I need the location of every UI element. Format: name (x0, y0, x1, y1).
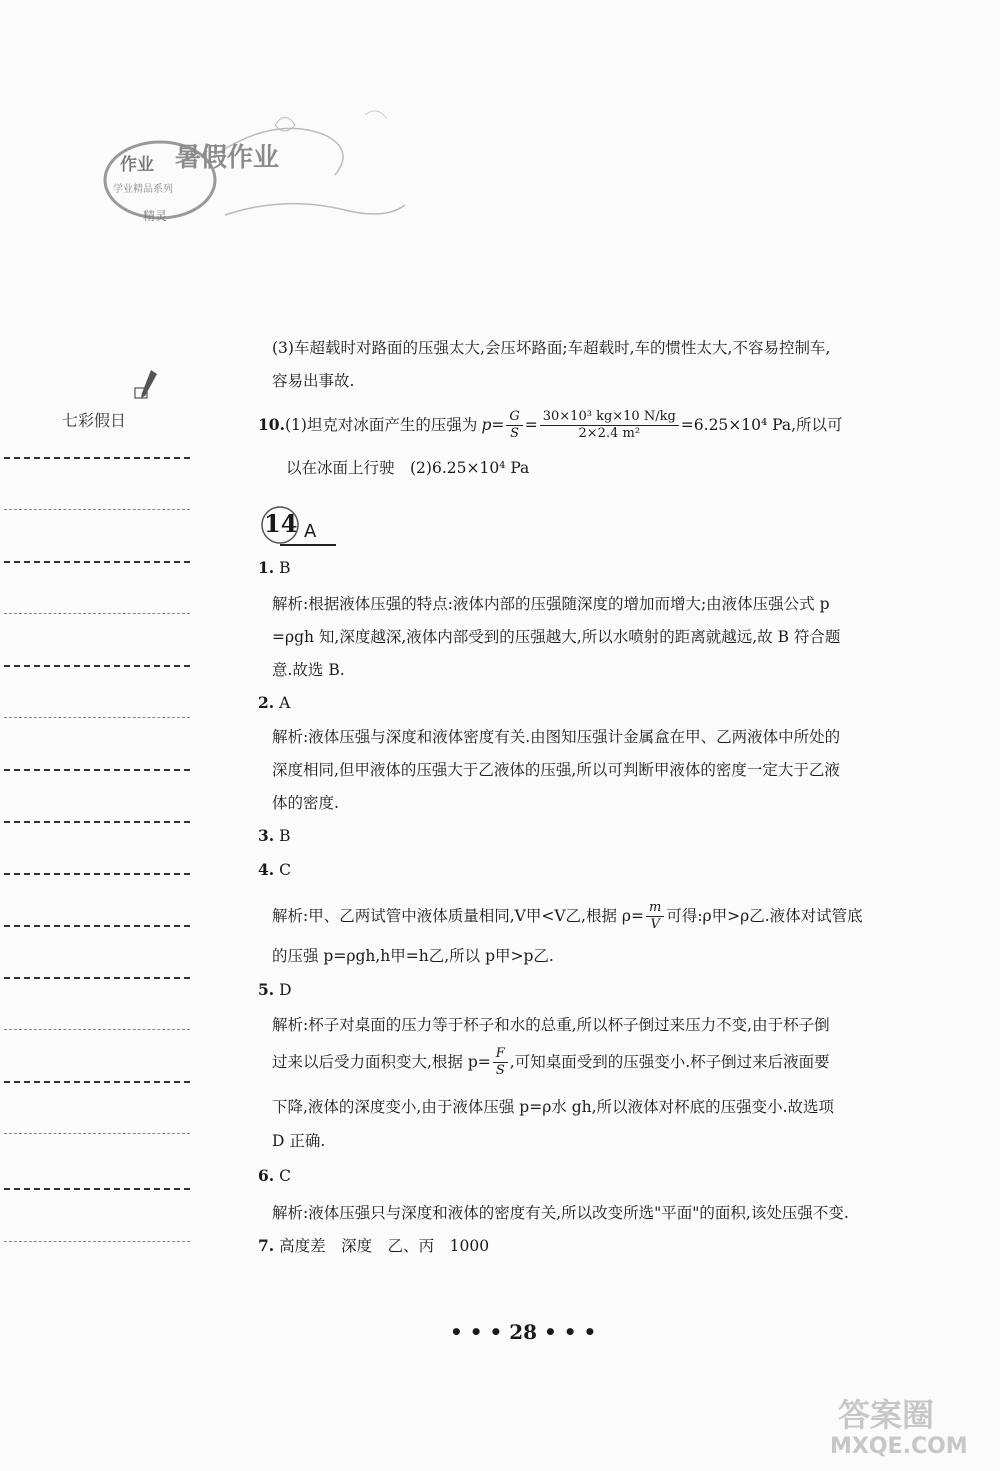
q3-line1: (3)车超载时对路面的压强太大,会压坏路面;车超载时,车的惯性太大,不容易控制车, (272, 339, 831, 357)
item-3: 3. B (258, 826, 291, 845)
e2-line1: 解析:液体压强与深度和液体密度有关.由图知压强计金属盒在甲、乙两液体中所处的 (272, 728, 841, 746)
watermark-logo (830, 1390, 990, 1465)
q10-fraction-gs (506, 409, 522, 442)
section-label: A (304, 521, 317, 542)
logo-sub: 作业 (120, 155, 154, 175)
q10-f2-num: 30×10³ kg×10 N/kg (540, 409, 679, 426)
e5-line4: D 正确. (272, 1132, 326, 1150)
logo-tag: 精灵 (143, 209, 168, 223)
e6-line1: 解析:液体压强只与深度和液体的密度有关,所以改变所选"平面"的面积,该处压强不变. (272, 1204, 849, 1222)
item-5: 5. D (258, 980, 292, 999)
q10-f1-num: G (506, 409, 522, 426)
e2-line3: 体的密度. (272, 794, 339, 812)
e4-fraction: $\frac{m}{V}$ (646, 900, 664, 933)
header-logo (85, 95, 415, 245)
e5-line2: 过来以后受力面积变大,根据 p= $\frac{F}{S}$ ,可知桌面受到的压强变小.杯子倒过来后液面要 (272, 1045, 830, 1078)
q3-line2: 容易出事故. (272, 372, 355, 390)
item-6: 6. C (258, 1166, 291, 1185)
e5-line1: 解析:杯子对桌面的压力等于杯子和水的总重,所以杯子倒过来压力不变,由于杯子倒 (272, 1016, 830, 1034)
item-2: 2. A (258, 693, 291, 712)
section-number: 14 (264, 509, 298, 538)
section-badge (258, 503, 338, 549)
e4-line2: 的压强 p=ρgh,h甲=h乙,所以 p甲>p乙. (272, 947, 554, 965)
e4-line1: 解析:甲、乙两试管中液体质量相同,V甲<V乙,根据 ρ= $\frac{m}{V}$ 可得:ρ甲>ρ乙.液体对试管底 (272, 899, 863, 932)
e5-line3: 下降,液体的深度变小,由于液体压强 p=ρ水 gh,所以液体对杯底的压强变小.故选项 (272, 1098, 834, 1116)
q10-line2: 以在冰面上行驶 (2)6.25×10⁴ Pa (286, 459, 530, 477)
e5-fraction: $\frac{F}{S}$ (493, 1046, 508, 1079)
logo-title: 暑假作业 (175, 143, 280, 173)
q10-f2-den: 2×2.4 m² (578, 425, 641, 441)
q10-f1-den: S (510, 425, 519, 441)
q10-number: 10. (258, 415, 285, 434)
q10-line1: 10. (1)坦克对冰面产生的压强为 p= $\frac{G}{S}$ = $\frac{\text{30×10³ kg×10 N/kg}}{\text{2×2.4 m²}}$ =6.25×10⁴ Pa,所以可 (258, 408, 843, 441)
item-7: 7. 高度差 深度 乙、丙 1000 (258, 1236, 490, 1255)
logo-side: 学业精品系列 (113, 184, 173, 195)
watermark-text: MXQE.COM (830, 1434, 968, 1459)
e1-line1: 解析:根据液体压强的特点:液体内部的压强随深度的增加而增大;由液体压强公式 p (272, 595, 830, 613)
q10-eq: p= (481, 416, 505, 434)
e1-line2: =ρgh 知,深度越深,液体内部受到的压强越大,所以水喷射的距离就越远,故 B 符合题 (272, 628, 841, 646)
e2-line2: 深度相同,但甲液体的压强大于乙液体的压强,所以可判断甲液体的密度一定大于乙液 (272, 761, 840, 779)
q10-post: =6.25×10⁴ Pa,所以可 (680, 416, 843, 434)
page-number: • • • 28 • • • (450, 1320, 597, 1344)
watermark-brand: 答案圈 (838, 1396, 935, 1434)
q10-pre: (1)坦克对冰面产生的压强为 (284, 416, 478, 434)
q10-fraction-values (540, 409, 679, 442)
item-1: 1. B (258, 558, 291, 577)
e1-line3: 意.故选 B. (272, 661, 345, 679)
pencil-icon (133, 368, 159, 408)
sidebar-title: 七彩假日 (62, 411, 127, 430)
item-4: 4. C (258, 860, 291, 879)
